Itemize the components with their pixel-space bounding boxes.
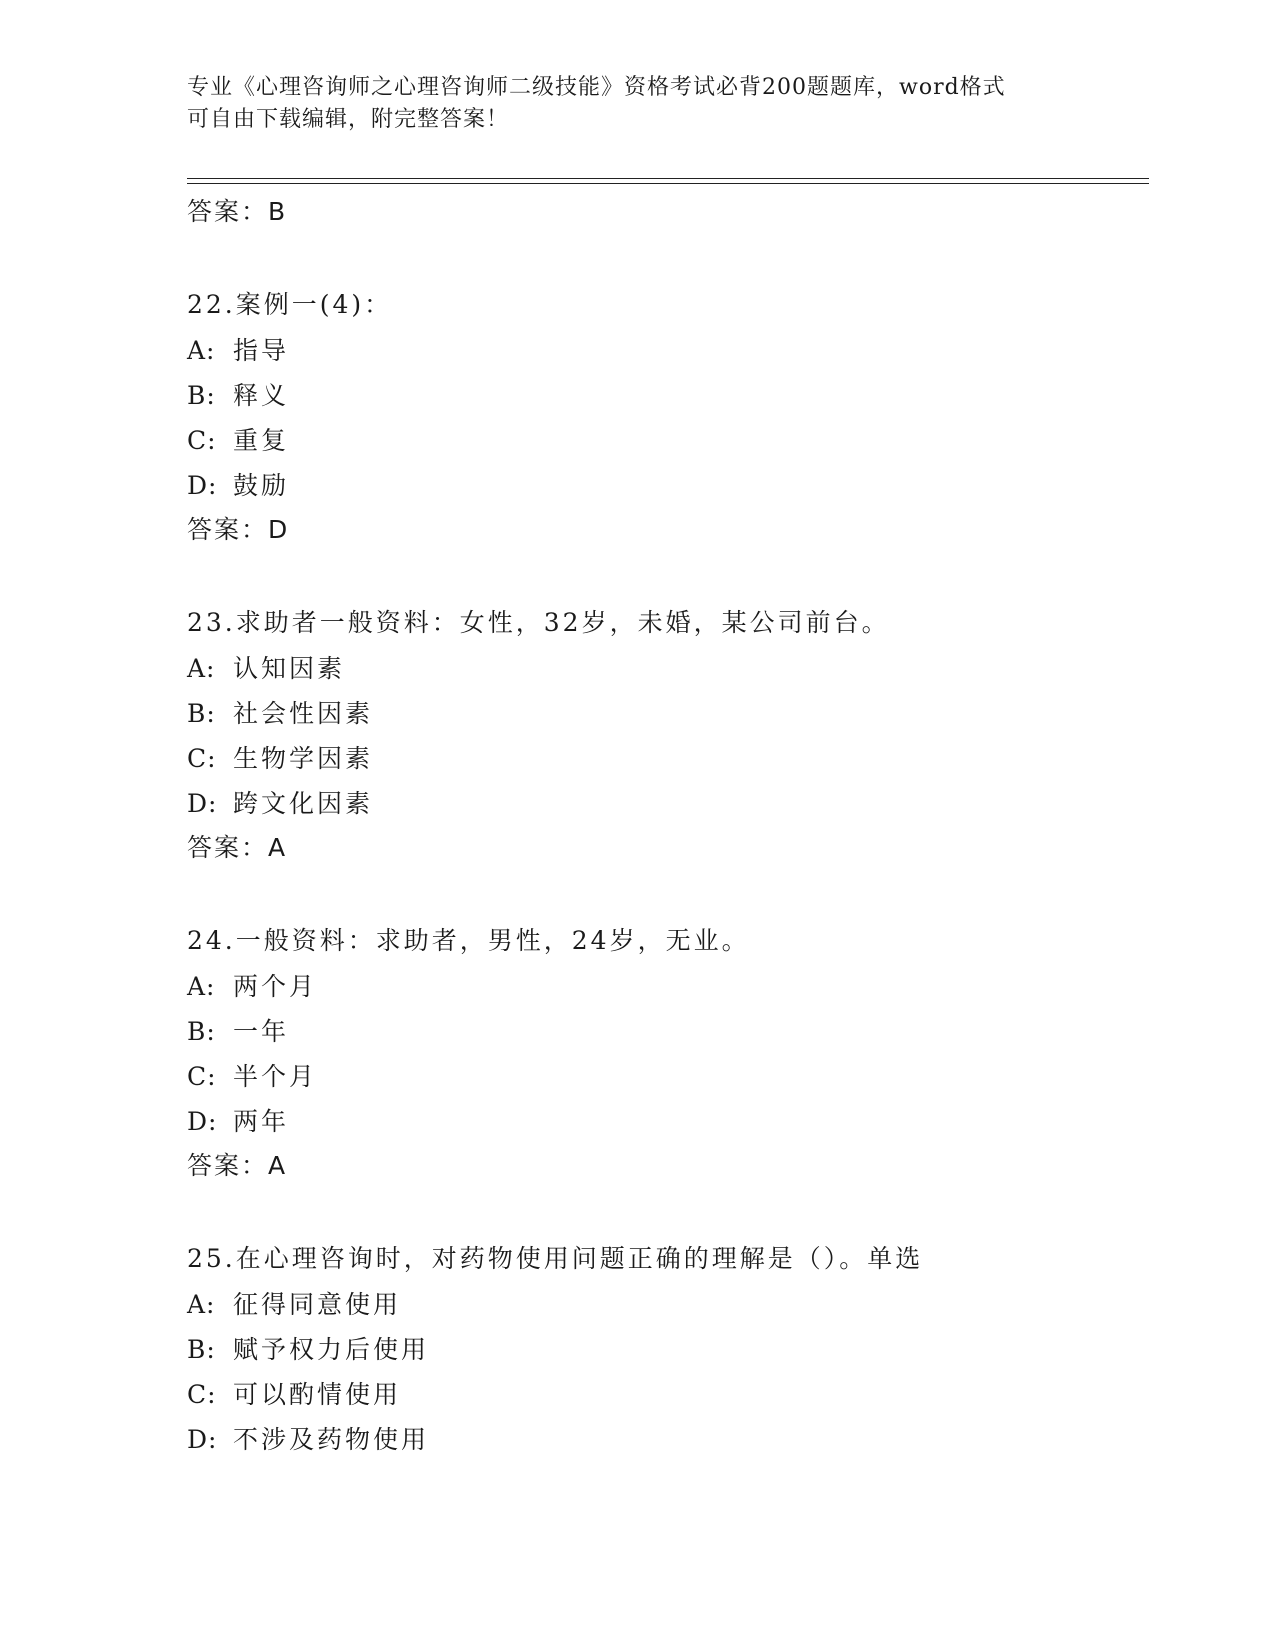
option-b	[187, 373, 1147, 418]
question-block-24	[187, 918, 1147, 1188]
option-c	[187, 418, 1147, 463]
option-key: C:	[187, 1380, 217, 1409]
option-text: 重复	[233, 426, 290, 455]
option-c	[187, 736, 1147, 781]
option-key: A:	[187, 972, 216, 1001]
option-d	[187, 463, 1147, 508]
block-spacer	[187, 552, 1147, 600]
block-spacer	[187, 1188, 1147, 1236]
option-text: 鼓励	[233, 471, 290, 500]
option-text: 释义	[233, 381, 290, 410]
question-answer: 答案：D	[187, 515, 290, 544]
question-block-22	[187, 282, 1147, 552]
header-title-line-1: 专业《心理咨询师之心理咨询师二级技能》资格考试必背200题题库，word格式	[187, 75, 1006, 100]
block-spacer	[187, 870, 1147, 918]
document-header	[187, 72, 1067, 136]
option-a	[187, 964, 1147, 1009]
option-b	[187, 1009, 1147, 1054]
question-block-25	[187, 1236, 1147, 1462]
question-stem: 25.在心理咨询时，对药物使用问题正确的理解是（）。单选	[187, 1244, 924, 1273]
option-c	[187, 1372, 1147, 1417]
block-spacer	[187, 234, 1147, 282]
option-text: 不涉及药物使用	[233, 1425, 430, 1454]
option-text: 生物学因素	[233, 744, 374, 773]
option-d	[187, 781, 1147, 826]
option-key: B:	[187, 699, 216, 728]
option-text: 两个月	[233, 972, 318, 1001]
question-stem: 23.求助者一般资料：女性，32岁，未婚，某公司前台。	[187, 608, 890, 637]
option-key: B:	[187, 381, 216, 410]
option-text: 两年	[233, 1107, 290, 1136]
option-text: 半个月	[233, 1062, 318, 1091]
option-a	[187, 646, 1147, 691]
option-key: D:	[187, 1425, 218, 1454]
option-key: C:	[187, 744, 217, 773]
option-key: B:	[187, 1017, 216, 1046]
option-text: 指导	[233, 336, 290, 365]
option-text: 赋予权力后使用	[233, 1335, 430, 1364]
option-key: D:	[187, 789, 218, 818]
option-text: 认知因素	[233, 654, 346, 683]
question-block-23	[187, 600, 1147, 870]
header-divider-top	[187, 178, 1149, 179]
option-key: A:	[187, 1290, 216, 1319]
option-c	[187, 1054, 1147, 1099]
option-b	[187, 691, 1147, 736]
option-text: 可以酌情使用	[233, 1380, 402, 1409]
option-key: C:	[187, 426, 217, 455]
question-stem: 24.一般资料：求助者，男性，24岁，无业。	[187, 926, 750, 955]
option-b	[187, 1327, 1147, 1372]
option-d	[187, 1417, 1147, 1462]
option-key: A:	[187, 654, 216, 683]
option-key: D:	[187, 1107, 218, 1136]
previous-question-answer: 答案：B	[187, 197, 288, 226]
question-answer: 答案：A	[187, 833, 288, 862]
question-answer: 答案：A	[187, 1151, 288, 1180]
option-text: 征得同意使用	[233, 1290, 402, 1319]
option-text: 一年	[233, 1017, 290, 1046]
header-divider-bottom	[187, 183, 1149, 184]
option-text: 跨文化因素	[233, 789, 374, 818]
option-key: C:	[187, 1062, 217, 1091]
question-list	[187, 190, 1147, 1462]
option-key: B:	[187, 1335, 216, 1364]
option-d	[187, 1099, 1147, 1144]
option-key: A:	[187, 336, 216, 365]
option-a	[187, 328, 1147, 373]
option-text: 社会性因素	[233, 699, 374, 728]
header-title-line-2: 可自由下载编辑，附完整答案！	[187, 107, 510, 132]
option-key: D:	[187, 471, 218, 500]
option-a	[187, 1282, 1147, 1327]
question-stem: 22.案例一(4)：	[187, 290, 393, 319]
